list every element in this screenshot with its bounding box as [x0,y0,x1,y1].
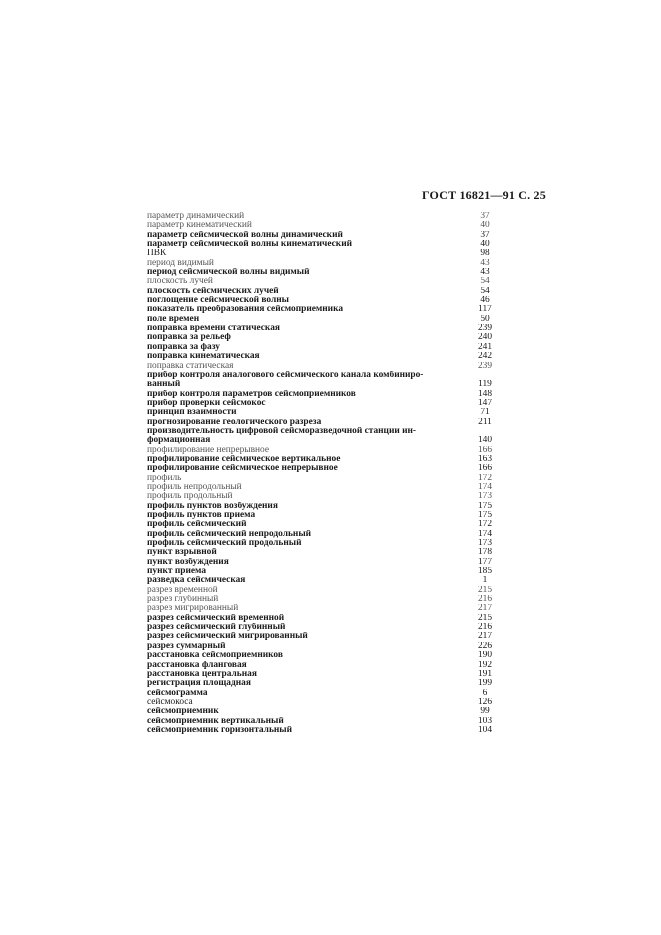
index-entry [147,315,502,324]
index-page-number: 46 [480,296,490,306]
index-term: параметр динамический [147,212,245,221]
index-page-number: 190 [477,651,493,661]
index-entry [147,726,502,735]
index-term: формационная [147,436,211,446]
index-page-number: 239 [477,324,493,334]
index-entry [147,343,502,352]
index-term: параметр кинематический [147,221,252,231]
index-entry [147,586,502,595]
index-page-number: 166 [477,464,493,474]
index-term: ПВК [147,249,167,259]
index-term: принцип взаимности [147,408,237,418]
index-page-number: 148 [477,389,493,399]
index-entry [147,287,502,296]
index-entry [147,707,502,716]
index-entry [147,474,502,483]
index-term: расстановка сейсмоприемников [147,651,283,661]
index-entry [147,305,502,314]
index-entry [147,689,502,698]
index-entry [147,651,502,660]
index-page-number: 40 [480,240,490,250]
index-entry [147,511,502,520]
index-entry [147,642,502,651]
index-term: поправка за рельеф [147,333,231,343]
index-entry [147,530,502,539]
index-entry [147,661,502,670]
index-entry [147,539,502,548]
index-entry [147,418,502,427]
index-term: поглощение сейсмической волны [147,296,289,306]
index-page-number: 166 [477,445,493,455]
index-term: сейсмограмма [147,688,208,698]
index-term: профиль [147,473,182,483]
index-term: прибор контроля аналогового сейсмического канала комбиниро- [147,370,424,380]
index-term: профиль непродольный [147,482,242,492]
index-term: сейсмокоса [147,697,193,707]
term-index [147,212,502,735]
index-term: период сейсмической волны видимый [147,268,310,278]
index-entry [147,324,502,333]
index-page-number: 37 [480,230,490,240]
index-entry [147,670,502,679]
index-term: расстановка фланговая [147,660,247,670]
index-page-number: 192 [477,660,493,670]
page-header: ГОСТ 16821—91 С. 25 [422,188,546,202]
index-term: сейсмоприемник [147,707,219,717]
index-entry [147,492,502,501]
index-page-number: 54 [480,277,490,287]
index-term: поле времен [147,314,200,324]
index-page-number: 239 [477,361,493,371]
index-page-number: 199 [477,679,493,689]
index-entry [147,259,502,268]
index-page-number: 172 [477,473,493,483]
index-term: параметр сейсмической волны динамический [147,230,343,240]
index-term: плоскость сейсмических лучей [147,286,279,296]
index-entry [147,717,502,726]
index-page-number: 217 [477,632,493,642]
index-term: профиль пунктов возбуждения [147,501,278,511]
index-term: разведка сейсмическая [147,576,246,586]
index-entry [147,436,502,445]
index-page-number: 71 [480,408,490,418]
index-page-number: 240 [477,333,493,343]
index-entry [147,333,502,342]
index-entry [147,352,502,361]
index-entry [147,212,502,221]
index-entry [147,614,502,623]
index-term: профиль продольный [147,492,233,502]
index-page-number: 175 [477,501,493,511]
index-page-number: 6 [482,688,488,698]
index-entry [147,520,502,529]
index-page-number: 37 [480,212,490,221]
index-term: показатель преобразования сейсмоприемника [147,305,344,315]
index-entry [147,427,502,436]
index-page-number: 104 [477,725,493,735]
index-page-number: 40 [480,221,490,231]
index-entry [147,399,502,408]
index-term: разрез сейсмический глубинный [147,623,286,633]
index-page-number: 54 [480,286,490,296]
index-term: регистрация площадная [147,679,251,689]
index-page-number: 175 [477,511,493,520]
index-entry [147,632,502,641]
index-page-number: 43 [480,268,490,278]
index-entry [147,390,502,399]
index-term: сейсмоприемник вертикальный [147,716,284,726]
index-entry [147,371,502,380]
index-page-number: 211 [478,417,492,427]
index-term: разрез сейсмический временной [147,613,285,623]
index-entry [147,464,502,473]
index-page-number: 173 [477,492,493,502]
index-entry [147,502,502,511]
index-term: профиль пунктов приема [147,511,256,520]
index-page-number: 215 [477,585,493,595]
index-term: разрез глубинный [147,595,219,605]
index-page-number: 147 [477,398,493,408]
index-entry [147,446,502,455]
index-entry [147,623,502,632]
index-page-number: 216 [477,595,493,605]
index-term: прибор проверки сейсмокос [147,398,266,408]
index-term: разрез временной [147,585,218,595]
index-page-number: 177 [477,557,493,567]
index-page-number: 126 [477,697,493,707]
index-term: пункт приема [147,567,207,577]
index-term: прибор контроля параметров сейсмоприемников [147,389,356,399]
index-entry [147,362,502,371]
index-term: профилирование сейсмическое вертикальное [147,454,341,464]
index-term: прогнозирование геологического разреза [147,417,322,427]
index-entry [147,249,502,258]
index-entry [147,548,502,557]
index-term: профиль сейсмический [147,520,247,530]
index-term: поправка за фазу [147,342,220,352]
index-page-number: 172 [477,520,493,530]
index-page-number: 173 [477,539,493,549]
index-entry [147,277,502,286]
index-page-number: 216 [477,623,493,633]
index-page-number: 99 [480,707,490,717]
index-term: разрез суммарный [147,641,226,651]
index-term: профилирование непрерывное [147,445,269,455]
index-entry [147,698,502,707]
index-page-number: 117 [478,305,492,315]
index-entry [147,558,502,567]
index-page-number: 1 [482,576,488,586]
index-term: профилирование сейсмическое непрерывное [147,464,338,474]
index-page-number: 163 [477,454,493,464]
index-term: параметр сейсмической волны кинематический [147,240,352,250]
index-page-number: 242 [477,352,493,362]
index-entry [147,679,502,688]
index-term: профиль сейсмический непродольный [147,529,312,539]
index-term: производительность цифровой сейсморазведочной станции ин- [147,426,417,436]
index-entry [147,408,502,417]
index-term: пункт взрывной [147,548,217,558]
index-page-number: 174 [477,529,493,539]
index-entry [147,240,502,249]
index-page-number: 241 [477,342,493,352]
index-page-number: 217 [477,604,493,614]
index-term: разрез мигрированный [147,604,239,614]
index-page-number: 191 [477,669,493,679]
index-term: сейсмоприемник горизонтальный [147,725,293,735]
index-term: расстановка центральная [147,669,257,679]
index-page-number: 185 [477,567,493,577]
index-page-number: 50 [480,314,490,324]
index-term: поправка кинематическая [147,352,260,362]
index-entry [147,576,502,585]
index-page-number: 226 [477,641,493,651]
index-term: период видимый [147,258,214,268]
index-page-number: 140 [477,436,493,446]
index-page-number: 98 [480,249,490,259]
index-entry [147,380,502,389]
index-entry [147,595,502,604]
index-entry [147,268,502,277]
index-term: пункт возбуждения [147,557,229,567]
index-entry [147,483,502,492]
index-entry [147,455,502,464]
index-entry [147,567,502,576]
index-term: ванный [147,380,181,390]
index-term: поправка статическая [147,361,234,371]
index-page-number: 119 [478,380,492,390]
index-page-number: 103 [477,716,493,726]
index-term: разрез сейсмический мигрированный [147,632,308,642]
index-term: плоскость лучей [147,277,213,287]
index-entry [147,221,502,230]
index-page-number: 43 [480,258,490,268]
index-page-number: 174 [477,482,493,492]
index-page-number: 178 [477,548,493,558]
index-entry [147,231,502,240]
index-term: профиль сейсмический продольный [147,539,302,549]
index-page-number: 215 [477,613,493,623]
index-entry [147,604,502,613]
index-term: поправка времени статическая [147,324,280,334]
index-entry [147,296,502,305]
